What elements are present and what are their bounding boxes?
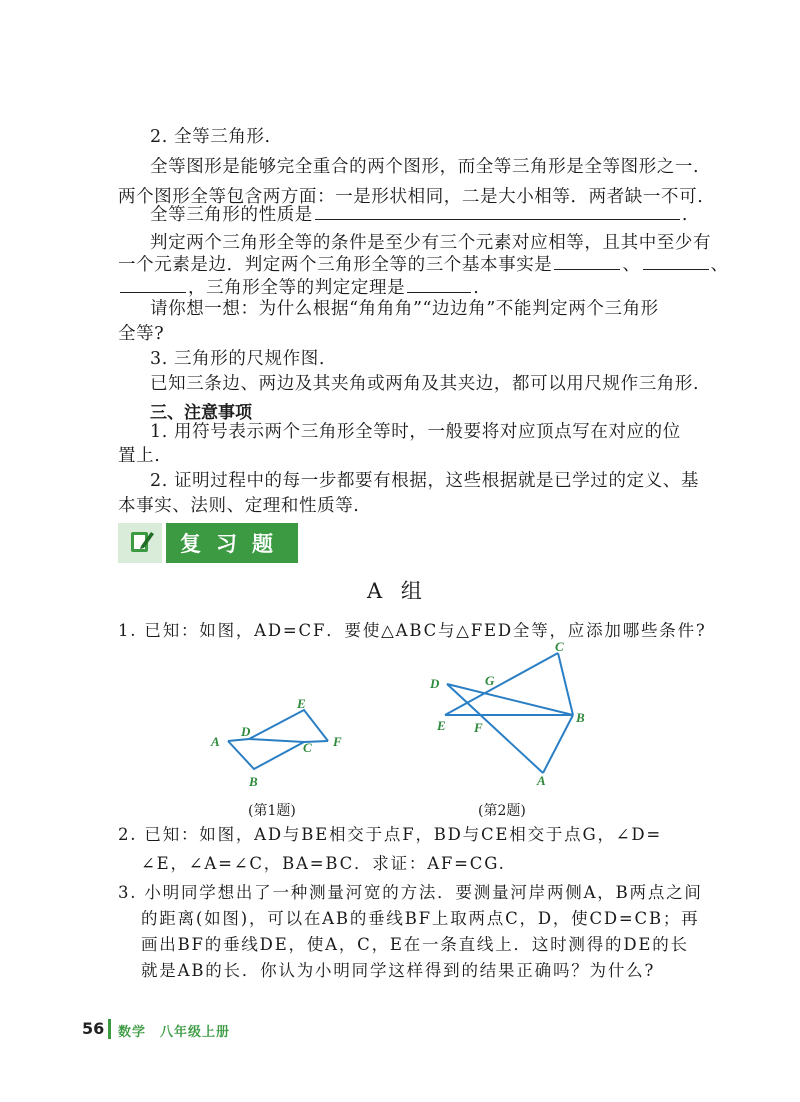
label-A: A (211, 734, 220, 749)
label-B: B (249, 774, 258, 789)
figure-2-edge (445, 653, 558, 715)
banner-title: 复习题 (180, 532, 288, 556)
group-a-title: A 组 (367, 579, 428, 603)
section-3-paragraph: 已知三条边、两边及其夹角或两角及其夹边，都可以用尺规作三角形. (150, 374, 700, 394)
basic-fact-blank-2[interactable] (643, 253, 709, 270)
note-item-1-cont: 置上. (118, 446, 161, 466)
think-paragraph: 请你想一想：为什么根据“角角角”“边边角”不能判定两个三角形 (150, 299, 659, 319)
property-prefix: 全等三角形的性质是 (150, 205, 313, 225)
problem-2: 2. 已知：如图，AD与BE相交于点F，BD与CE相交于点G，∠D= (118, 825, 663, 844)
theorem-mid: ，三角形全等的判定定理是 (188, 278, 406, 298)
section-2-paragraph: 全等图形是能够完全重合的两个图形，而全等三角形是全等图形之一. (150, 157, 700, 177)
label-F: F (474, 720, 483, 735)
label-D: D (430, 676, 440, 691)
figure-1 (200, 690, 360, 790)
property-line (150, 200, 688, 230)
figure-1-caption: (第1题) (248, 803, 296, 819)
label-B: B (576, 710, 585, 725)
section-3-title: 3. 三角形的尺规作图. (150, 349, 326, 369)
separator: 、 (710, 255, 729, 275)
label-E: E (297, 696, 306, 711)
figure-2-edge (558, 653, 573, 715)
note-item-1: 1. 用符号表示两个三角形全等时，一般要将对应顶点写在对应的位 (150, 422, 681, 442)
problem-3-cont: 画出BF的垂线DE，使A，C，E在一条直线上．这时测得的DE的长 (141, 935, 689, 954)
problem-3-cont: 的距离(如图)，可以在AB的垂线BF上取两点C，D，使CD=CB；再 (141, 909, 700, 928)
problem-2-cont: ∠E，∠A=∠C，BA=BC．求证：AF=CG. (141, 854, 506, 873)
theorem-end: . (473, 278, 480, 298)
note-item-2-cont: 本事实、法则、定理和性质等. (118, 496, 360, 516)
label-C: C (303, 740, 312, 755)
figure-1-edge (249, 739, 304, 742)
figure-2-caption: (第2题) (478, 803, 526, 819)
problem-3-cont: 就是AB的长．你认为小明同学这样得到的结果正确吗？为什么? (141, 961, 656, 980)
label-A: A (537, 773, 546, 788)
separator: 、 (622, 255, 641, 275)
problem-3: 3. 小明同学想出了一种测量河宽的方法．要测量河岸两侧A，B两点之间 (118, 883, 703, 902)
criteria-paragraph: 判定两个三角形全等的条件是至少有三个元素对应相等，且其中至少有 (150, 233, 712, 253)
label-G: G (485, 673, 495, 688)
section-2-title: 2. 全等三角形. (150, 127, 271, 147)
section-2-paragraph: 两个图形全等包含两方面：一是形状相同，二是大小相等．两者缺一不可. (118, 187, 704, 207)
property-blank[interactable] (315, 203, 680, 220)
page-number: 56 (82, 1019, 105, 1038)
figure-2-edge (447, 684, 573, 715)
footer-divider (108, 1019, 111, 1039)
notes-heading: 三、注意事项 (150, 403, 252, 423)
figure-1-edges (228, 741, 328, 769)
pencil-note-icon (118, 523, 162, 563)
label-C: C (555, 639, 564, 654)
think-paragraph: 全等? (118, 324, 165, 344)
label-D: D (241, 724, 251, 739)
property-suffix: . (681, 205, 689, 225)
basic-fact-blank-3[interactable] (120, 276, 186, 293)
figure-2 (425, 638, 595, 788)
criteria-prefix: 一个元素是边．判定两个三角形全等的三个基本事实是 (118, 255, 553, 275)
note-item-2: 2. 证明过程中的每一步都要有根据，这些根据就是已学过的定义、基 (150, 471, 699, 491)
theorem-blank[interactable] (407, 276, 471, 293)
label-E: E (437, 718, 446, 733)
figure-2-edge (447, 684, 543, 773)
review-banner (118, 523, 298, 563)
label-F: F (333, 734, 342, 749)
basic-fact-blank-1[interactable] (554, 253, 620, 270)
book-title: 数学 八年级上册 (118, 1025, 231, 1040)
figure-2-edge (543, 715, 573, 773)
problem-1: 1. 已知：如图，AD=CF．要使△ABC与△FED全等，应添加哪些条件? (118, 621, 707, 640)
